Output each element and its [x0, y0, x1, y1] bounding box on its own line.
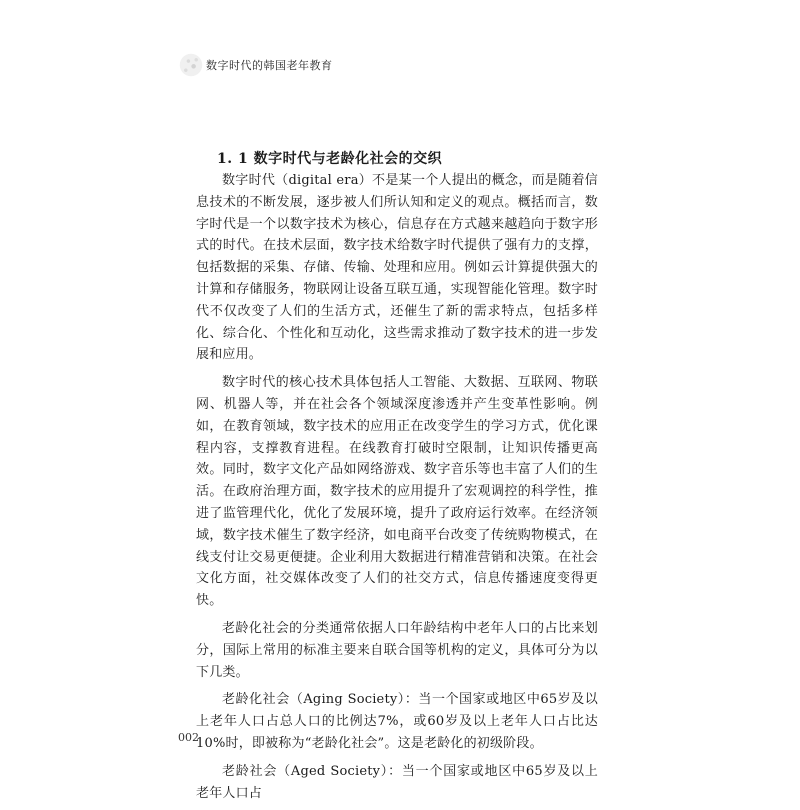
paragraph: 老龄社会（Aged Society）：当一个国家或地区中65岁及以上老年人口占 [196, 763, 598, 801]
running-header-title: 数字时代的韩国老年教育 [206, 59, 333, 72]
paragraph: 数字时代（digital era）不是某一个人提出的概念，而是随着信息技术的不断发展，逐步被人们所认知和定义的观点。概括而言，数字时代是一个以数字技术为核心，信息存在方式越来越趋向于数字形式的时代。在技术层面，数字技术给数字时代提供了强有力的支撑，包括数据的采集、存储、传输、处理和应用。例如云计算提供强大的计算和存储服务，物联网让设备互联互通，实现智能化管理。数字时代不仅改变了人们的生活方式，还催生了新的需求特点，包括多样化、综合化、个性化和互动化，这些需求推动了数字技术的进一步发展和应用。 [196, 173, 598, 363]
body-text [196, 170, 598, 810]
page-number: 002 [178, 731, 199, 744]
paragraph: 老龄化社会的分类通常依据人口年龄结构中老年人口的占比来划分，国际上常用的标准主要来自联合国等机构的定义，具体可分为以下几类。 [196, 620, 598, 680]
section-heading: 1. 1 数字时代与老龄化社会的交织 [217, 151, 443, 167]
decorative-dots-icon [178, 52, 204, 78]
running-header [178, 52, 333, 78]
paragraph: 数字时代的核心技术具体包括人工智能、大数据、互联网、物联网、机器人等，并在社会各个领域深度渗透并产生变革性影响。例如，在教育领域，数字技术的应用正在改变学生的学习方式，优化课程内容，支撑教育进程。在线教育打破时空限制，让知识传播更高效。同时，数字文化产品如网络游戏、数字音乐等也丰富了人们的生活。在政府治理方面，数字技术的应用提升了宏观调控的科学性，推进了监管理代化，优化了发展环境，提升了政府运行效率。在经济领域，数字技术催生了数字经济，如电商平台改变了传统购物模式，在线支付让交易更便捷。企业利用大数据进行精准营销和决策。在社会文化方面，社交媒体改变了人们的社交方式，信息传播速度变得更快。 [196, 375, 598, 609]
paragraph: 老龄化社会（Aging Society）：当一个国家或地区中65岁及以上老年人口占总人口的比例达7%，或60岁及以上老年人口占比达10%时，即被称为“老龄化社会”。这是老龄化的初级阶段。 [196, 692, 598, 751]
